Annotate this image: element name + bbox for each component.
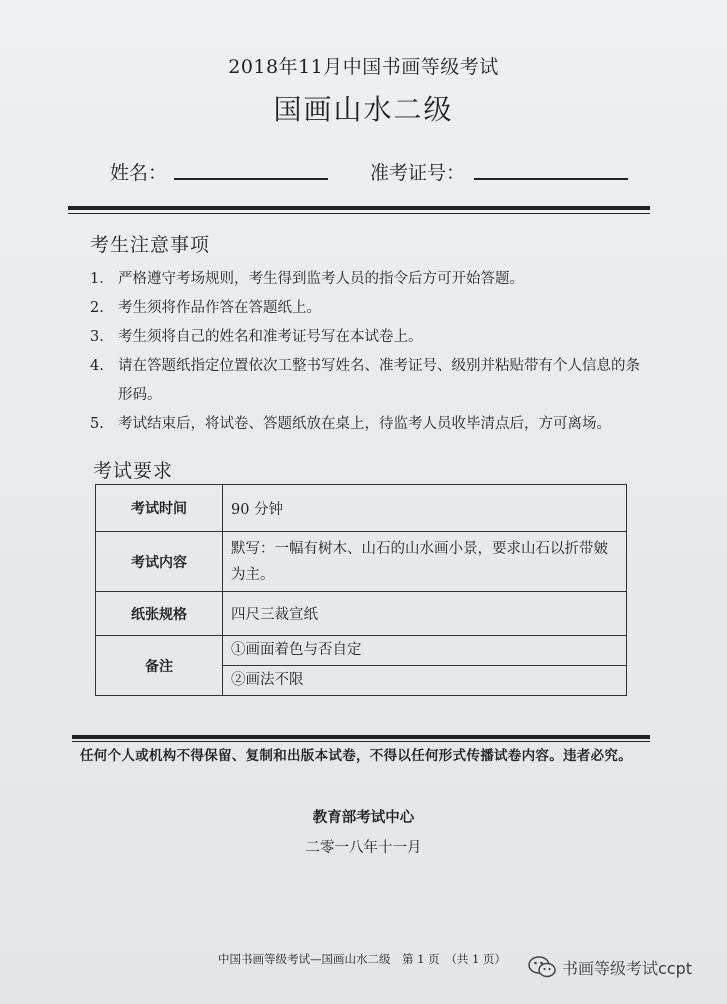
watermark	[528, 955, 692, 979]
ticket-field-label: 准考证号：	[370, 162, 466, 184]
row-value	[223, 636, 627, 696]
note-item: 4. 请在答题纸指定位置依次工整书写姓名、准考证号、级别并粘贴带有个人信息的条形码。	[90, 358, 640, 403]
note-item: 3. 考生须将自己的姓名和准考证号写在本试卷上。	[90, 329, 423, 345]
header-divider-thin	[68, 213, 650, 214]
row-key: 考试时间	[96, 485, 223, 532]
issuer: 教育部考试中心	[312, 809, 415, 826]
row-value: 90 分钟	[223, 485, 627, 532]
footer-divider-thin	[72, 741, 650, 742]
table-row	[96, 532, 627, 592]
name-field-label: 姓名：	[110, 162, 168, 184]
table-row	[96, 485, 627, 532]
row-key: 纸张规格	[96, 592, 223, 636]
watermark-text: 书画等级考试ccpt	[562, 958, 693, 978]
subject-title: 国画山水二级	[273, 93, 454, 126]
table-row	[96, 636, 627, 696]
table-row	[96, 592, 627, 636]
footer-divider-thick	[72, 735, 650, 739]
name-blank-line	[174, 178, 328, 180]
page-footer: 中国书画等级考试—国画山水二级 第 1 页 （共 1 页）	[218, 952, 507, 966]
row-key: 考试内容	[96, 532, 223, 592]
note-item: 2. 考生须将作品作答在答题纸上。	[90, 300, 321, 316]
note-item: 5. 考试结束后，将试卷、答题纸放在桌上，待监考人员收毕清点后，方可离场。	[90, 416, 611, 432]
exam-title: 2018年11月中国书画等级考试	[228, 56, 499, 78]
wechat-icon	[528, 955, 556, 979]
remark-item: ①画面着色与否自定	[231, 642, 362, 658]
row-key: 备注	[96, 636, 223, 696]
row-value: 默写：一幅有树木、山石的山水画小景，要求山石以折带皴为主。	[223, 532, 627, 592]
notes-list	[90, 265, 650, 439]
issue-date: 二零一八年十一月	[305, 840, 422, 856]
notes-heading: 考生注意事项	[90, 234, 211, 256]
ticket-blank-line	[474, 178, 628, 180]
requirements-table	[95, 484, 627, 696]
header-divider-thick	[68, 206, 650, 210]
remark-item: ②画法不限	[223, 665, 626, 695]
requirements-heading: 考试要求	[93, 460, 174, 482]
row-value: 四尺三裁宣纸	[223, 592, 627, 636]
note-item: 1. 严格遵守考场规则，考生得到监考人员的指令后方可开始答题。	[90, 271, 524, 287]
copyright-disclaimer: 任何个人或机构不得保留、复制和出版本试卷，不得以任何形式传播试卷内容。违者必究。	[80, 748, 632, 764]
